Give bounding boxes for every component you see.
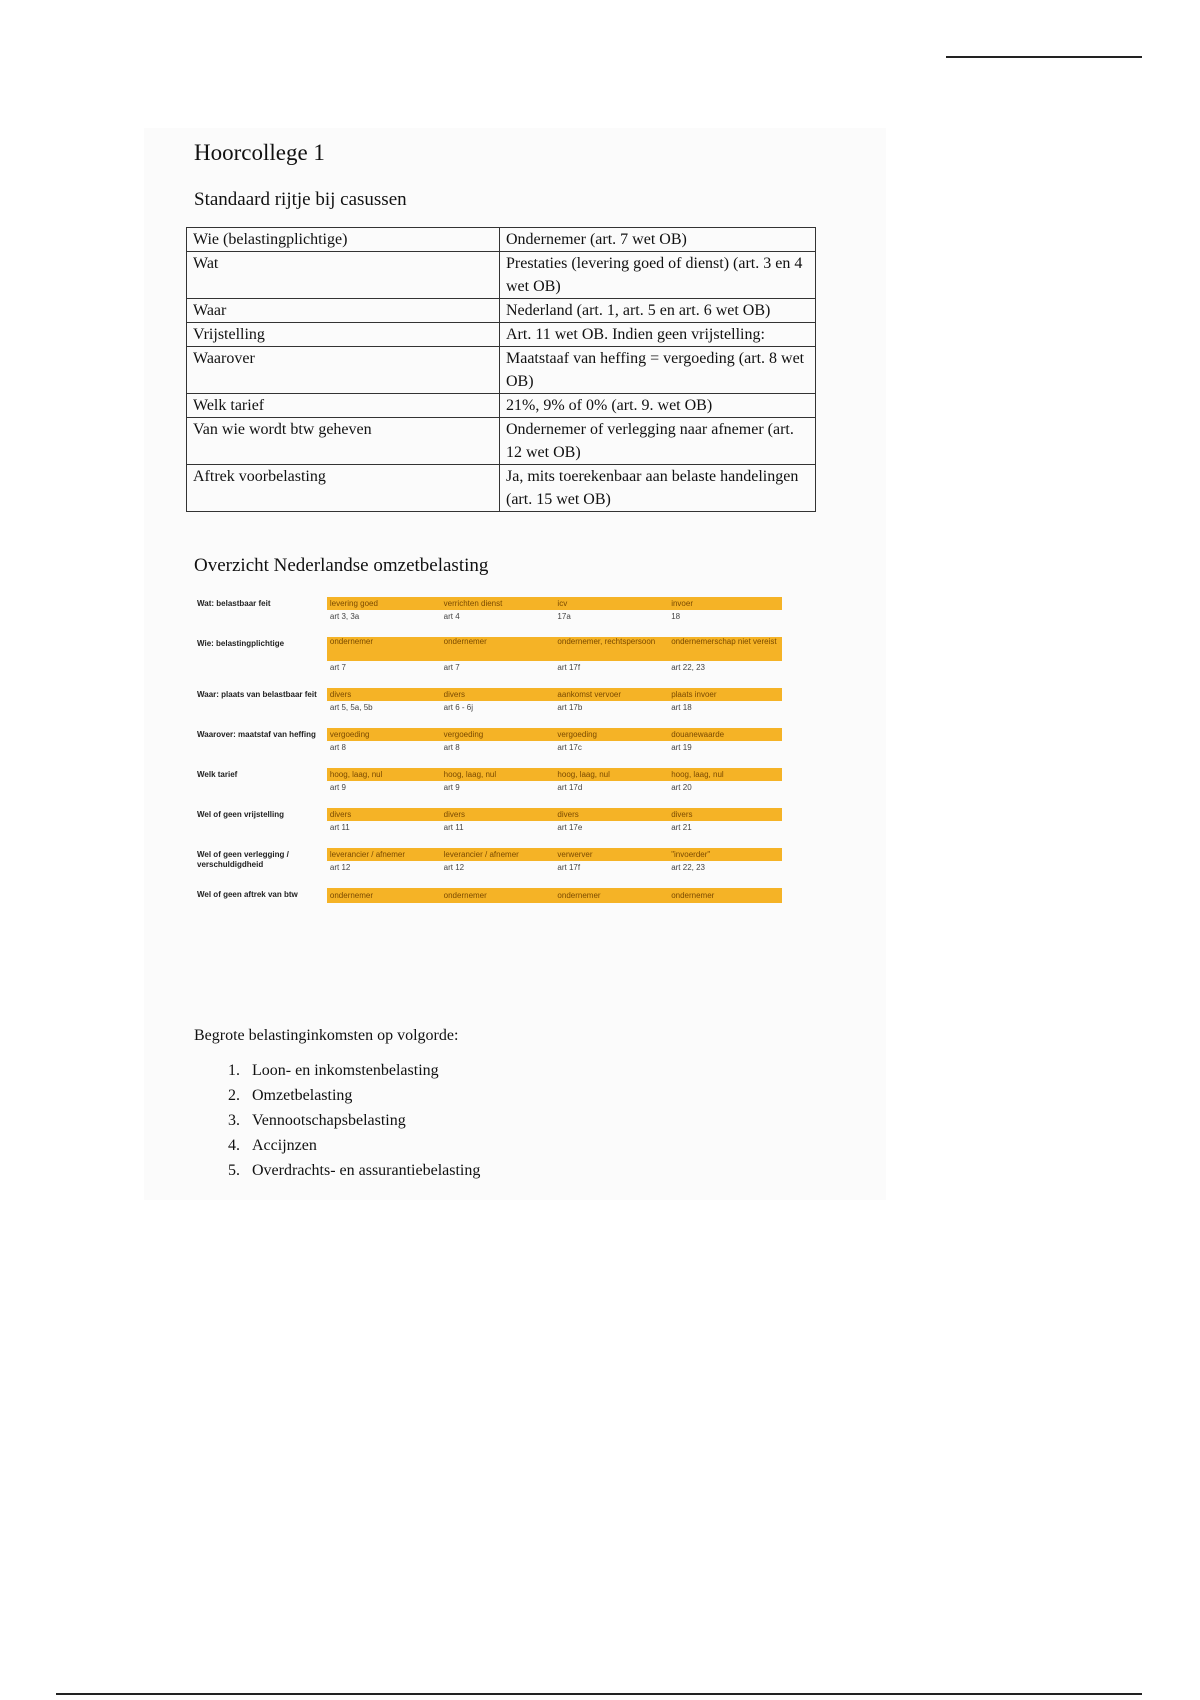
- overview-article: 18: [671, 612, 681, 621]
- spacer-cell: [194, 754, 782, 768]
- overview-article: art 17b: [557, 703, 583, 712]
- overview-cell: divers: [441, 808, 555, 821]
- overview-spacer: [194, 714, 782, 728]
- overview-cell: divers: [327, 808, 441, 821]
- overview-cell: aankomst vervoer: [554, 688, 668, 701]
- spacer-cell: [194, 874, 782, 888]
- overview-table: [194, 597, 782, 903]
- overview-spacer: [194, 754, 782, 768]
- overview-row-label: Wel of geen aftrek van btw: [197, 890, 298, 899]
- table-row: [187, 394, 816, 418]
- row-label: Wat: [187, 252, 500, 299]
- overview-cell: vergoeding: [327, 728, 441, 741]
- overview-cell: divers: [327, 688, 441, 701]
- overview-article: art 20: [671, 783, 692, 792]
- overview-cell: vergoeding: [441, 728, 555, 741]
- overview-row-label: Welk tarief: [197, 770, 238, 779]
- overview-article: art 12: [329, 863, 351, 872]
- row-value: Nederland (art. 1, art. 5 en art. 6 wet OB): [500, 299, 816, 323]
- overview-article: art 7: [443, 663, 460, 672]
- row-value: 21%, 9% of 0% (art. 9. wet OB): [500, 394, 816, 418]
- table-row: [187, 418, 816, 465]
- overview-article: art 17c: [557, 743, 582, 752]
- ranking-item: 3. Vennootschapsbelasting: [244, 1108, 480, 1133]
- overview-article: art 11: [443, 823, 464, 832]
- row-value: Ja, mits toerekenbaar aan belaste handelingen (art. 15 wet OB): [500, 465, 816, 512]
- overview-row: [194, 637, 782, 661]
- overview-article: art 22, 23: [671, 863, 705, 872]
- standard-table: [186, 227, 816, 512]
- overview-row: [194, 597, 782, 610]
- overview-cell: divers: [441, 688, 555, 701]
- overview-article: art 22, 23: [671, 663, 705, 672]
- footer-rule: [56, 1693, 1142, 1695]
- overview-article: art 21: [671, 823, 692, 832]
- overview-cell: ondernemer: [668, 888, 782, 903]
- overview-article: art 9: [329, 783, 346, 792]
- overview-cell: verwerver: [554, 848, 668, 861]
- overview-article: art 4: [443, 612, 460, 621]
- overview-spacer: [194, 674, 782, 688]
- overview-cell: ondernemer: [441, 637, 555, 661]
- section-title-overview: Overzicht Nederlandse omzetbelasting: [194, 555, 489, 576]
- overview-article: art 19: [671, 743, 692, 752]
- spacer-cell: [194, 794, 782, 808]
- overview-row: [194, 808, 782, 821]
- overview-cell: hoog, laag, nul: [554, 768, 668, 781]
- overview-spacer: [194, 834, 782, 848]
- overview-cell: leverancier / afnemer: [327, 848, 441, 861]
- ranking-item: 2. Omzetbelasting: [244, 1083, 480, 1108]
- overview-article: art 11: [329, 823, 350, 832]
- overview-article: art 6 - 6j: [443, 703, 473, 712]
- overview-article: art 12: [443, 863, 465, 872]
- overview-cell: icv: [554, 597, 668, 610]
- overview-cell: ondernemer, rechtspersoon: [554, 637, 668, 661]
- overview-article: art 18: [671, 703, 692, 712]
- row-value: Ondernemer of verlegging naar afnemer (art. 12 wet OB): [500, 418, 816, 465]
- overview-article: art 8: [443, 743, 460, 752]
- row-label: Waarover: [187, 347, 500, 394]
- overview-article: art 9: [443, 783, 460, 792]
- spacer-cell: [194, 674, 782, 688]
- overview-cell: "invoerder": [668, 848, 782, 861]
- table-row: [187, 228, 816, 252]
- overview-spacer: [194, 794, 782, 808]
- row-label: Van wie wordt btw geheven: [187, 418, 500, 465]
- table-row: [187, 252, 816, 299]
- overview-article: art 5, 5a, 5b: [329, 703, 373, 712]
- overview-cell: invoer: [668, 597, 782, 610]
- overview-cell: hoog, laag, nul: [441, 768, 555, 781]
- overview-cell: levering goed: [327, 597, 441, 610]
- row-value: Maatstaaf van heffing = vergoeding (art. 8 wet OB): [500, 347, 816, 394]
- table-row: [187, 465, 816, 512]
- row-label: Waar: [187, 299, 500, 323]
- overview-row: [194, 688, 782, 701]
- overview-article: art 7: [329, 663, 346, 672]
- overview-cell: vergoeding: [554, 728, 668, 741]
- overview-article: art 17e: [557, 823, 583, 832]
- overview-cell: divers: [554, 808, 668, 821]
- overview-article: art 17f: [557, 663, 581, 672]
- overview-cell: leverancier / afnemer: [441, 848, 555, 861]
- overview-row: [194, 768, 782, 781]
- overview-article: art 8: [329, 743, 346, 752]
- ranking-item: 5. Overdrachts- en assurantiebelasting: [244, 1158, 480, 1183]
- row-value: Prestaties (levering goed of dienst) (art. 3 en 4 wet OB): [500, 252, 816, 299]
- overview-row-label: Wat: belastbaar feit: [197, 599, 271, 608]
- overview-row: [194, 728, 782, 741]
- ranking-intro: Begrote belastinginkomsten op volgorde:: [194, 1027, 459, 1044]
- overview-cell: ondernemer: [327, 888, 441, 903]
- overview-cell: hoog, laag, nul: [327, 768, 441, 781]
- overview-cell: divers: [668, 808, 782, 821]
- spacer-cell: [194, 714, 782, 728]
- overview-row-label: Waarover: maatstaf van heffing: [197, 730, 316, 739]
- overview-cell: douanewaarde: [668, 728, 782, 741]
- spacer-cell: [194, 834, 782, 848]
- overview-spacer: [194, 623, 782, 637]
- section-title-standard: Standaard rijtje bij casussen: [194, 189, 407, 210]
- overview-cell: verrichten dienst: [441, 597, 555, 610]
- header-rule: [946, 56, 1142, 58]
- overview-row: [194, 848, 782, 861]
- overview-row-label: Waar: plaats van belastbaar feit: [197, 690, 317, 699]
- row-label: Welk tarief: [187, 394, 500, 418]
- row-value: Ondernemer (art. 7 wet OB): [500, 228, 816, 252]
- ranking-list: [218, 1058, 480, 1183]
- spacer-cell: [194, 623, 782, 637]
- overview-spacer: [194, 874, 782, 888]
- overview-cell: ondernemerschap niet vereist: [668, 637, 782, 661]
- overview-cell: ondernemer: [554, 888, 668, 903]
- overview-row-label: Wie: belastingplichtige: [197, 639, 285, 648]
- table-row: [187, 347, 816, 394]
- ranking-item: 1. Loon- en inkomstenbelasting: [244, 1058, 480, 1083]
- table-row: [187, 323, 816, 347]
- overview-cell: plaats invoer: [668, 688, 782, 701]
- row-label: Wie (belastingplichtige): [187, 228, 500, 252]
- table-row: [187, 299, 816, 323]
- overview-article: art 3, 3a: [329, 612, 360, 621]
- overview-cell: hoog, laag, nul: [668, 768, 782, 781]
- row-value: Art. 11 wet OB. Indien geen vrijstelling:: [500, 323, 816, 347]
- row-label: Aftrek voorbelasting: [187, 465, 500, 512]
- overview-cell: ondernemer: [441, 888, 555, 903]
- row-label: Vrijstelling: [187, 323, 500, 347]
- overview-row-label: Wel of geen verlegging / verschuldigdheid: [197, 850, 289, 869]
- ranking-item: 4. Accijnzen: [244, 1133, 480, 1158]
- page-title: Hoorcollege 1: [194, 140, 325, 165]
- overview-article: 17a: [557, 612, 571, 621]
- overview-article: art 17f: [557, 863, 581, 872]
- overview-row: [194, 888, 782, 903]
- overview-article: art 17d: [557, 783, 583, 792]
- overview-row-label: Wel of geen vrijstelling: [197, 810, 284, 819]
- overview-cell: ondernemer: [327, 637, 441, 661]
